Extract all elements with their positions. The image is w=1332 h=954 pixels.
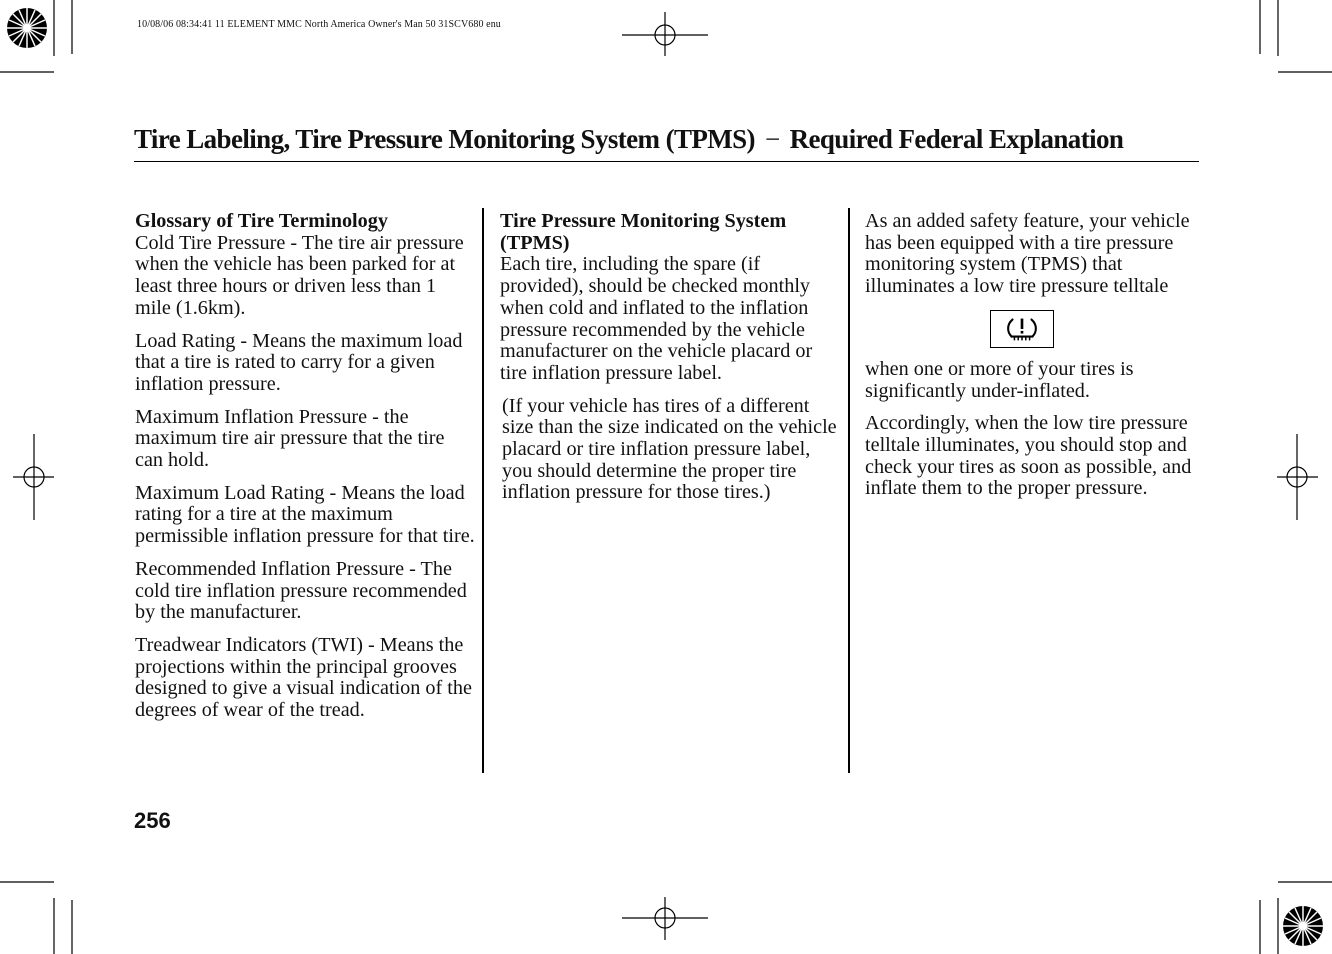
- glossary-item: Treadwear Indicators (TWI) - Means the projections within the principal grooves designed to give a visual indication of the degrees of wear of the tread.: [135, 633, 472, 722]
- column-divider: [848, 208, 850, 773]
- title-part-2: Required Federal Explanation: [789, 124, 1124, 154]
- glossary-item: Cold Tire Pressure - The tire air pressure when the vehicle has been parked for at least three hours or driven less than 1 mile (1.6km).: [135, 231, 464, 319]
- title-separator: −: [764, 124, 780, 154]
- glossary-item: Recommended Inflation Pressure - The cold tire inflation pressure recommended by the manufacturer.: [135, 557, 467, 624]
- low-tire-pressure-telltale-icon: [990, 310, 1054, 348]
- glossary-section: [135, 211, 475, 320]
- tpms-paragraph: (If your vehicle has tires of a different size than the size indicated on the vehicle placard or tire inflation pressure label, you should determine the proper tire inflation pressure for those tires.): [502, 394, 837, 504]
- safety-column: [865, 211, 1205, 511]
- safety-paragraph: when one or more of your tires is significantly under-inflated.: [865, 357, 1134, 402]
- column-divider: [482, 208, 484, 773]
- page-number: 256: [134, 808, 171, 833]
- glossary-item: Maximum Inflation Pressure - the maximum tire air pressure that the tire can hold.: [135, 405, 445, 472]
- glossary-item: Load Rating - Means the maximum load that a tire is rated to carry for a given inflation pressure.: [135, 329, 463, 395]
- title-underline: [134, 161, 1199, 162]
- title-part-1: Tire Labeling, Tire Pressure Monitoring System (TPMS): [134, 124, 755, 154]
- glossary-heading: Glossary of Tire Terminology: [135, 210, 388, 232]
- tpms-heading: Tire Pressure Monitoring System (TPMS): [500, 210, 787, 254]
- tpms-paragraph: Each tire, including the spare (if provided), should be checked monthly when cold and inflated to the inflation pressure recommended by the vehicle manufacturer on the vehicle placard or tire inflation pressure label.: [500, 253, 813, 384]
- glossary-item: Maximum Load Rating - Means the load rating for a tire at the maximum permissible inflation pressure for that tire.: [135, 481, 475, 548]
- print-job-header: 10/08/06 08:34:41 11 ELEMENT MMC North America Owner's Man 50 31SCV680 enu: [137, 19, 501, 30]
- tpms-column: [500, 211, 840, 515]
- glossary-column: [135, 211, 475, 733]
- page-title: [134, 124, 1123, 155]
- safety-paragraph: As an added safety feature, your vehicle has been equipped with a tire pressure monitoring system (TPMS) that illuminates a low tire pressure telltale: [865, 210, 1190, 298]
- tpms-section: [500, 211, 840, 385]
- safety-paragraph: Accordingly, when the low tire pressure telltale illuminates, you should stop and check your tires as soon as possible, and inflate them to the proper pressure.: [865, 412, 1192, 500]
